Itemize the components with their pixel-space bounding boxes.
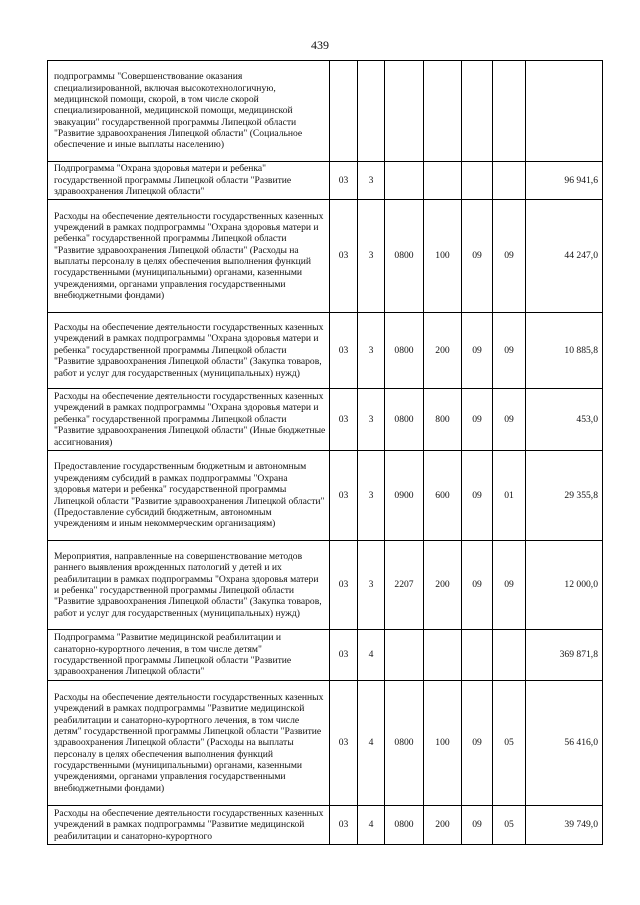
code-cell: 09 (462, 313, 493, 389)
code-cell (493, 630, 526, 681)
code-cell: 03 (330, 451, 358, 541)
code-cell: 100 (424, 200, 462, 313)
code-cell: 3 (358, 200, 385, 313)
code-cell: 3 (358, 162, 385, 200)
code-cell (385, 61, 424, 162)
code-cell (424, 162, 462, 200)
amount-cell: 369 871,8 (526, 630, 603, 681)
table-row (48, 61, 603, 162)
code-cell: 03 (330, 389, 358, 451)
code-cell (424, 61, 462, 162)
code-cell: 09 (493, 389, 526, 451)
amount-cell: 29 355,8 (526, 451, 603, 541)
code-cell: 09 (462, 389, 493, 451)
code-cell (330, 61, 358, 162)
code-cell: 09 (462, 451, 493, 541)
code-cell: 3 (358, 451, 385, 541)
row-description: Расходы на обеспечение деятельности государственных казенных учреждений в рамках подпрограммы "Охрана здоровья матери и ребенка" государственной программы Липецкой области "Развитие здравоохранения Липецкой области" (Расходы на выплаты персоналу в целях обеспечения выполнения функций государственными (муниципальными) органами, казенными учреждениями, органами управления государственными внебюджетными фондами) (48, 200, 330, 313)
code-cell: 03 (330, 541, 358, 630)
code-cell: 03 (330, 313, 358, 389)
row-description: Расходы на обеспечение деятельности государственных казенных учреждений в рамках подпрограммы "Развитие медицинской реабилитации и санаторно-курортного лечения, в том числе детям" государственной программы Липецкой области "Развитие здравоохранения Липецкой области" (Расходы на выплаты персоналу в целях обеспечения выполнения функций государственными (муниципальными) органами, казенными учреждениями, органами управления государственными внебюджетными фондами) (48, 681, 330, 806)
table-row (48, 200, 603, 313)
code-cell: 3 (358, 541, 385, 630)
code-cell: 100 (424, 681, 462, 806)
code-cell: 800 (424, 389, 462, 451)
amount-cell: 56 416,0 (526, 681, 603, 806)
code-cell: 09 (462, 200, 493, 313)
budget-table (47, 60, 603, 845)
row-description: Мероприятия, направленные на совершенствование методов раннего выявления врожденных патологий у детей и их реабилитации в рамках подпрограммы "Охрана здоровья матери и ребенка" государственной программы Липецкой области "Развитие здравоохранения Липецкой области" (Закупка товаров, работ и услуг для государственных (муниципальных) нужд) (48, 541, 330, 630)
row-description: Предоставление государственным бюджетным и автономным учреждениям субсидий в рамках подпрограммы "Охрана здоровья матери и ребенка" государственной программы Липецкой области "Развитие здравоохранения Липецкой области" (Предоставление субсидий бюджетным, автономным учреждениям и иным некоммерческим организациям) (48, 451, 330, 541)
code-cell: 200 (424, 313, 462, 389)
table-row (48, 389, 603, 451)
code-cell: 03 (330, 806, 358, 845)
code-cell (385, 162, 424, 200)
amount-cell: 10 885,8 (526, 313, 603, 389)
row-description: подпрограммы "Совершенствование оказания специализированной, включая высокотехнологичную, медицинской помощи, скорой, в том числе скорой специализированной, медицинской помощи, медицинской эвакуации" государственной программы Липецкой области "Развитие здравоохранения Липецкой области" (Социальное обеспечение и иные выплаты населению) (48, 61, 330, 162)
code-cell: 09 (493, 200, 526, 313)
amount-cell: 12 000,0 (526, 541, 603, 630)
code-cell: 600 (424, 451, 462, 541)
code-cell (385, 630, 424, 681)
code-cell: 3 (358, 313, 385, 389)
code-cell: 4 (358, 806, 385, 845)
table-row (48, 681, 603, 806)
row-description: Подпрограмма "Охрана здоровья матери и ребенка" государственной программы Липецкой области "Развитие здравоохранения Липецкой области" (48, 162, 330, 200)
amount-cell: 96 941,6 (526, 162, 603, 200)
code-cell: 03 (330, 162, 358, 200)
code-cell: 200 (424, 806, 462, 845)
amount-cell: 39 749,0 (526, 806, 603, 845)
row-description: Расходы на обеспечение деятельности государственных казенных учреждений в рамках подпрограммы "Охрана здоровья матери и ребенка" государственной программы Липецкой области "Развитие здравоохранения Липецкой области" (Закупка товаров, работ и услуг для государственных (муниципальных) нужд) (48, 313, 330, 389)
code-cell: 0900 (385, 451, 424, 541)
table-row (48, 451, 603, 541)
code-cell: 200 (424, 541, 462, 630)
code-cell: 03 (330, 200, 358, 313)
code-cell (493, 61, 526, 162)
code-cell: 4 (358, 681, 385, 806)
code-cell: 09 (493, 541, 526, 630)
code-cell: 0800 (385, 200, 424, 313)
row-description: Подпрограмма "Развитие медицинской реабилитации и санаторно-курортного лечения, в том числе детям" государственной программы Липецкой области "Развитие здравоохранения Липецкой области" (48, 630, 330, 681)
table-row (48, 541, 603, 630)
code-cell: 09 (462, 806, 493, 845)
code-cell (462, 630, 493, 681)
code-cell: 03 (330, 630, 358, 681)
code-cell: 09 (462, 541, 493, 630)
table-row (48, 806, 603, 845)
code-cell: 03 (330, 681, 358, 806)
code-cell: 05 (493, 681, 526, 806)
code-cell (358, 61, 385, 162)
row-description: Расходы на обеспечение деятельности государственных казенных учреждений в рамках подпрограммы "Охрана здоровья матери и ребенка" государственной программы Липецкой области "Развитие здравоохранения Липецкой области" (Иные бюджетные ассигнования) (48, 389, 330, 451)
amount-cell: 44 247,0 (526, 200, 603, 313)
table-row (48, 162, 603, 200)
code-cell: 0800 (385, 806, 424, 845)
table-row (48, 630, 603, 681)
code-cell: 0800 (385, 389, 424, 451)
code-cell: 09 (493, 313, 526, 389)
code-cell (424, 630, 462, 681)
code-cell (462, 61, 493, 162)
code-cell: 4 (358, 630, 385, 681)
code-cell: 3 (358, 389, 385, 451)
page-number: 439 (311, 38, 329, 52)
amount-cell: 453,0 (526, 389, 603, 451)
code-cell: 2207 (385, 541, 424, 630)
code-cell: 09 (462, 681, 493, 806)
row-description: Расходы на обеспечение деятельности государственных казенных учреждений в рамках подпрограммы "Развитие медицинской реабилитации и санаторно-курортного (48, 806, 330, 845)
table-row (48, 313, 603, 389)
code-cell (493, 162, 526, 200)
code-cell: 0800 (385, 313, 424, 389)
code-cell: 05 (493, 806, 526, 845)
code-cell (462, 162, 493, 200)
code-cell: 01 (493, 451, 526, 541)
amount-cell (526, 61, 603, 162)
code-cell: 0800 (385, 681, 424, 806)
